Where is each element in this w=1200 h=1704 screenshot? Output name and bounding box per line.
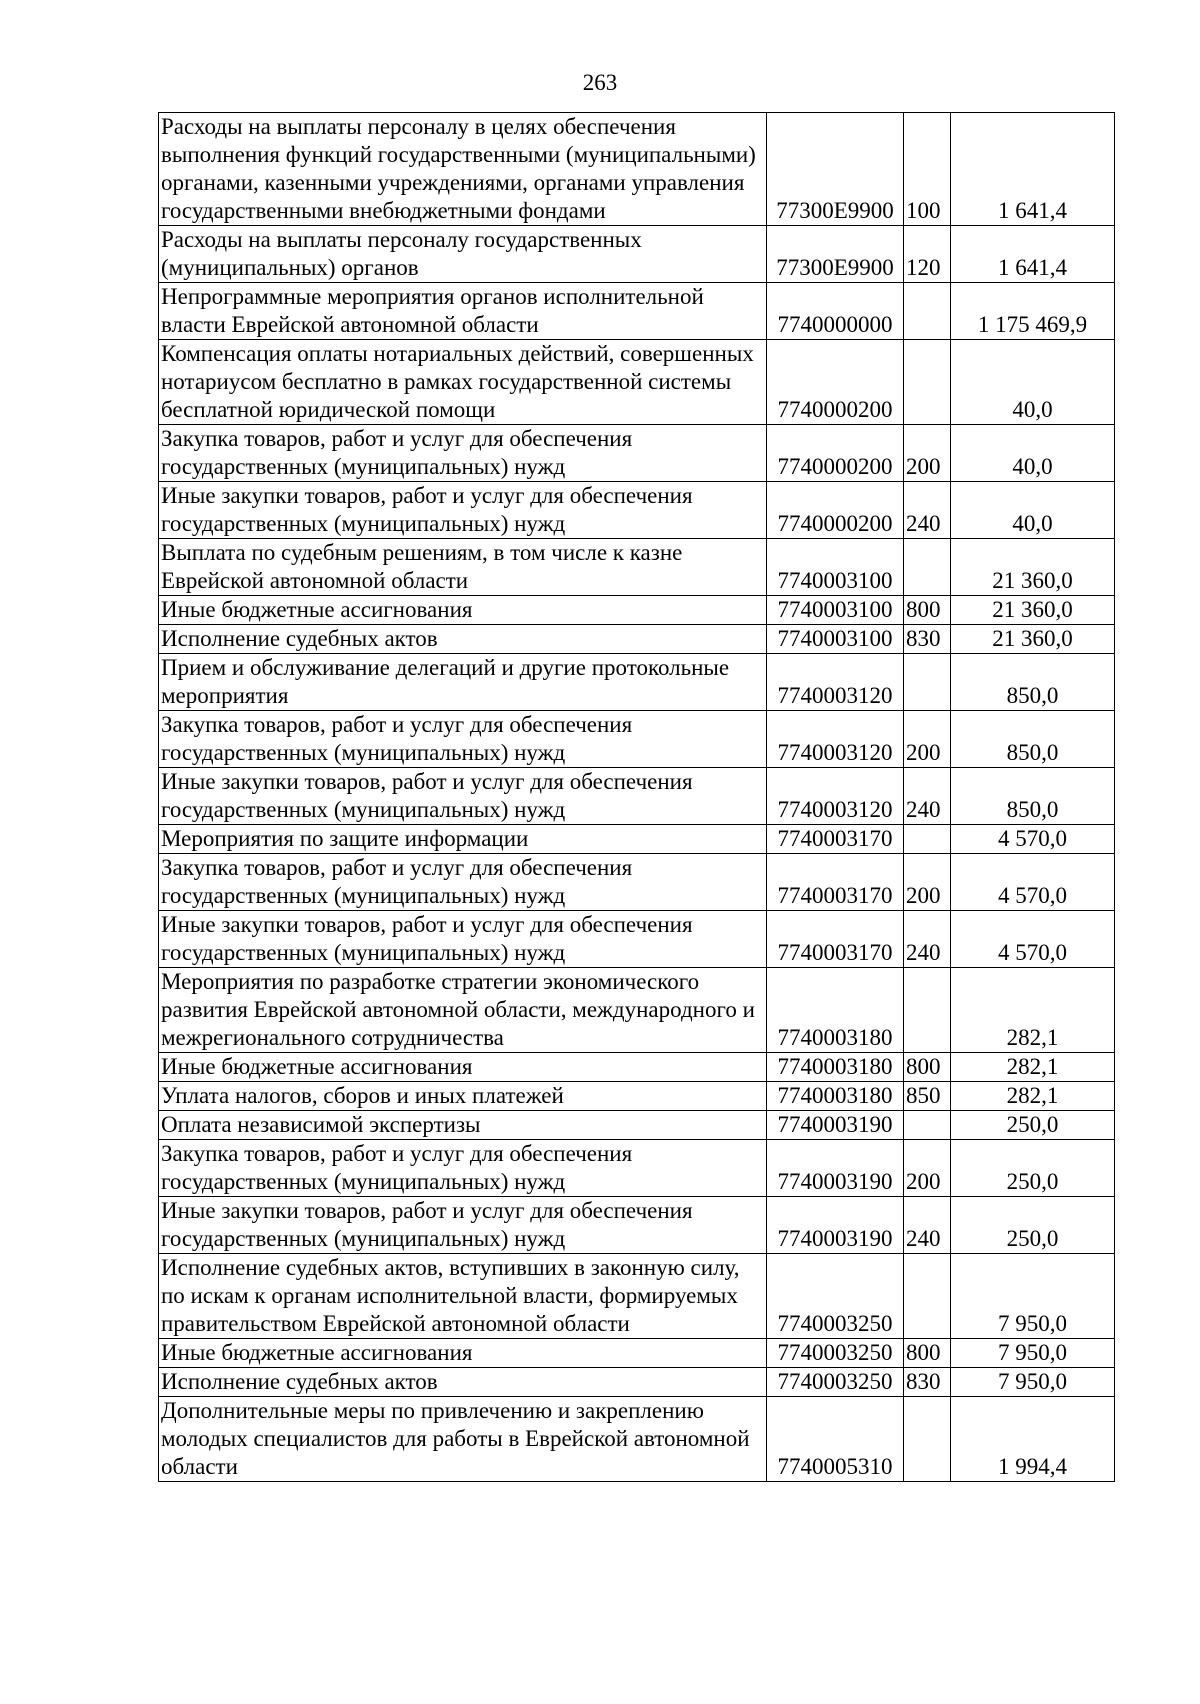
amount-cell: 250,0 [951, 1197, 1115, 1254]
amount-cell: 250,0 [951, 1111, 1115, 1140]
expense-name-cell: Расходы на выплаты персоналу государственных (муниципальных) органов [159, 226, 767, 283]
target-code-cell: 7740003250 [767, 1254, 904, 1339]
expense-type-cell: 850 [904, 1082, 951, 1111]
target-code-cell: 7740003120 [767, 711, 904, 768]
table-row [159, 654, 1115, 711]
expense-type-cell: 830 [904, 625, 951, 654]
expense-type-cell: 240 [904, 911, 951, 968]
expense-name-cell: Дополнительные меры по привлечению и закреплению молодых специалистов для работы в Еврейской автономной области [159, 1397, 767, 1482]
amount-cell: 4 570,0 [951, 825, 1115, 854]
table-row [159, 1197, 1115, 1254]
expense-name-cell: Закупка товаров, работ и услуг для обеспечения государственных (муниципальных) нужд [159, 854, 767, 911]
expense-type-cell: 830 [904, 1368, 951, 1397]
table-row [159, 596, 1115, 625]
amount-cell: 282,1 [951, 1082, 1115, 1111]
expense-type-cell: 120 [904, 226, 951, 283]
target-code-cell: 7740000000 [767, 283, 904, 340]
target-code-cell: 7740000200 [767, 482, 904, 539]
expense-type-cell: 800 [904, 1339, 951, 1368]
expense-type-cell [904, 283, 951, 340]
expense-name-cell: Исполнение судебных актов [159, 625, 767, 654]
expense-type-cell: 240 [904, 1197, 951, 1254]
target-code-cell: 7740003250 [767, 1368, 904, 1397]
expense-name-cell: Закупка товаров, работ и услуг для обеспечения государственных (муниципальных) нужд [159, 711, 767, 768]
expense-name-cell: Исполнение судебных актов, вступивших в законную силу, по искам к органам исполнительной власти, формируемых правительством Еврейской автономной области [159, 1254, 767, 1339]
expense-name-cell: Иные бюджетные ассигнования [159, 1339, 767, 1368]
amount-cell: 4 570,0 [951, 911, 1115, 968]
expense-name-cell: Иные закупки товаров, работ и услуг для обеспечения государственных (муниципальных) нужд [159, 768, 767, 825]
target-code-cell: 7740003170 [767, 825, 904, 854]
target-code-cell: 77300E9900 [767, 226, 904, 283]
table-row [159, 1082, 1115, 1111]
expense-name-cell: Расходы на выплаты персоналу в целях обеспечения выполнения функций государственными (муниципальными) органами, казенными учреждениями, органами управления государственными внебюджетными фондами [159, 113, 767, 226]
table-row [159, 482, 1115, 539]
target-code-cell: 7740003190 [767, 1140, 904, 1197]
target-code-cell: 7740003120 [767, 654, 904, 711]
amount-cell: 850,0 [951, 654, 1115, 711]
expense-type-cell [904, 968, 951, 1053]
target-code-cell: 7740003190 [767, 1197, 904, 1254]
expense-name-cell: Закупка товаров, работ и услуг для обеспечения государственных (муниципальных) нужд [159, 425, 767, 482]
expense-name-cell: Иные закупки товаров, работ и услуг для обеспечения государственных (муниципальных) нужд [159, 482, 767, 539]
amount-cell: 7 950,0 [951, 1339, 1115, 1368]
target-code-cell: 77300E9900 [767, 113, 904, 226]
table-row [159, 968, 1115, 1053]
target-code-cell: 7740003170 [767, 911, 904, 968]
expense-type-cell: 200 [904, 425, 951, 482]
amount-cell: 250,0 [951, 1140, 1115, 1197]
target-code-cell: 7740003180 [767, 968, 904, 1053]
target-code-cell: 7740003250 [767, 1339, 904, 1368]
page-number: 263 [582, 70, 618, 95]
amount-cell: 21 360,0 [951, 539, 1115, 596]
amount-cell: 1 175 469,9 [951, 283, 1115, 340]
target-code-cell: 7740003190 [767, 1111, 904, 1140]
expense-name-cell: Уплата налогов, сборов и иных платежей [159, 1082, 767, 1111]
target-code-cell: 7740003180 [767, 1082, 904, 1111]
table-row [159, 1397, 1115, 1482]
amount-cell: 1 641,4 [951, 113, 1115, 226]
table-row [159, 1339, 1115, 1368]
table-row [159, 226, 1115, 283]
table-row [159, 283, 1115, 340]
amount-cell: 850,0 [951, 768, 1115, 825]
amount-cell: 40,0 [951, 482, 1115, 539]
table-row [159, 711, 1115, 768]
target-code-cell: 7740000200 [767, 425, 904, 482]
table-row [159, 911, 1115, 968]
expense-name-cell: Прием и обслуживание делегаций и другие протокольные мероприятия [159, 654, 767, 711]
expense-name-cell: Непрограммные мероприятия органов исполнительной власти Еврейской автономной области [159, 283, 767, 340]
expense-type-cell [904, 1254, 951, 1339]
table-row [159, 625, 1115, 654]
table-row [159, 1111, 1115, 1140]
amount-cell: 4 570,0 [951, 854, 1115, 911]
target-code-cell: 7740005310 [767, 1397, 904, 1482]
expense-type-cell: 100 [904, 113, 951, 226]
expense-name-cell: Иные закупки товаров, работ и услуг для обеспечения государственных (муниципальных) нужд [159, 911, 767, 968]
table-row [159, 1140, 1115, 1197]
amount-cell: 7 950,0 [951, 1368, 1115, 1397]
amount-cell: 282,1 [951, 1053, 1115, 1082]
table-row [159, 425, 1115, 482]
table-row [159, 1254, 1115, 1339]
amount-cell: 21 360,0 [951, 596, 1115, 625]
amount-cell: 1 994,4 [951, 1397, 1115, 1482]
table-row [159, 825, 1115, 854]
expense-name-cell: Оплата независимой экспертизы [159, 1111, 767, 1140]
expense-name-cell: Компенсация оплаты нотариальных действий, совершенных нотариусом бесплатно в рамках государственной системы бесплатной юридической помощи [159, 340, 767, 425]
expense-type-cell: 240 [904, 768, 951, 825]
expense-type-cell [904, 539, 951, 596]
target-code-cell: 7740003180 [767, 1053, 904, 1082]
expense-name-cell: Мероприятия по защите информации [159, 825, 767, 854]
table-row [159, 113, 1115, 226]
expense-type-cell: 800 [904, 596, 951, 625]
expense-type-cell [904, 654, 951, 711]
table-row [159, 768, 1115, 825]
amount-cell: 7 950,0 [951, 1254, 1115, 1339]
amount-cell: 850,0 [951, 711, 1115, 768]
expense-name-cell: Исполнение судебных актов [159, 1368, 767, 1397]
expense-type-cell [904, 1111, 951, 1140]
expense-type-cell: 800 [904, 1053, 951, 1082]
expense-type-cell [904, 340, 951, 425]
target-code-cell: 7740003100 [767, 625, 904, 654]
expense-name-cell: Выплата по судебным решениям, в том числе к казне Еврейской автономной области [159, 539, 767, 596]
amount-cell: 1 641,4 [951, 226, 1115, 283]
table-row [159, 539, 1115, 596]
expense-name-cell: Иные закупки товаров, работ и услуг для обеспечения государственных (муниципальных) нужд [159, 1197, 767, 1254]
expense-name-cell: Иные бюджетные ассигнования [159, 1053, 767, 1082]
target-code-cell: 7740003100 [767, 539, 904, 596]
expense-name-cell: Мероприятия по разработке стратегии экономического развития Еврейской автономной области, международного и межрегионального сотрудничества [159, 968, 767, 1053]
budget-table [158, 112, 1115, 1482]
target-code-cell: 7740003170 [767, 854, 904, 911]
expense-type-cell [904, 825, 951, 854]
expense-type-cell [904, 1397, 951, 1482]
expense-type-cell: 200 [904, 711, 951, 768]
budget-table-body [159, 113, 1115, 1482]
expense-name-cell: Иные бюджетные ассигнования [159, 596, 767, 625]
target-code-cell: 7740000200 [767, 340, 904, 425]
table-row [159, 1368, 1115, 1397]
amount-cell: 40,0 [951, 425, 1115, 482]
amount-cell: 282,1 [951, 968, 1115, 1053]
amount-cell: 40,0 [951, 340, 1115, 425]
table-row [159, 1053, 1115, 1082]
table-row [159, 854, 1115, 911]
table-row [159, 340, 1115, 425]
expense-type-cell: 240 [904, 482, 951, 539]
expense-type-cell: 200 [904, 1140, 951, 1197]
amount-cell: 21 360,0 [951, 625, 1115, 654]
expense-name-cell: Закупка товаров, работ и услуг для обеспечения государственных (муниципальных) нужд [159, 1140, 767, 1197]
target-code-cell: 7740003120 [767, 768, 904, 825]
expense-type-cell: 200 [904, 854, 951, 911]
target-code-cell: 7740003100 [767, 596, 904, 625]
